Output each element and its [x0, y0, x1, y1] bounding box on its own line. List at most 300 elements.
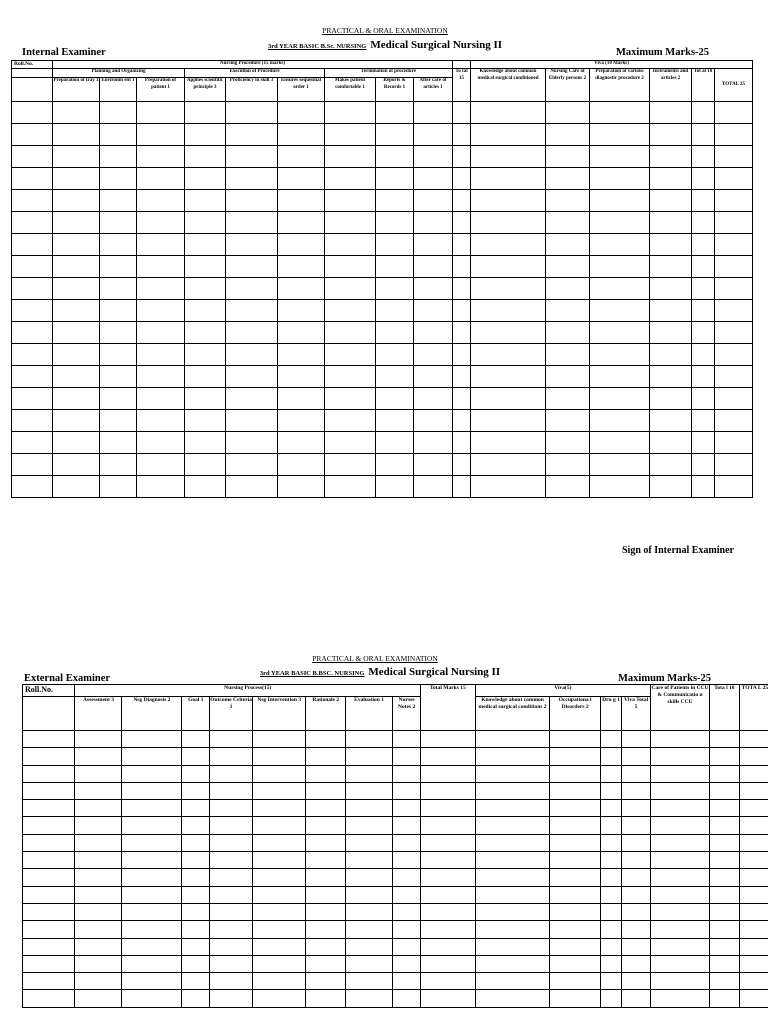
internal-table-cell[interactable] [137, 344, 185, 366]
external-table-cell[interactable] [622, 886, 651, 903]
internal-table-cell[interactable] [325, 388, 376, 410]
external-table-cell[interactable] [346, 869, 393, 886]
internal-table-cell[interactable] [692, 234, 715, 256]
external-table-cell[interactable] [550, 782, 600, 799]
internal-table-cell[interactable] [715, 432, 753, 454]
external-table-cell[interactable] [550, 834, 600, 851]
external-table-cell[interactable] [421, 938, 476, 955]
internal-table-cell[interactable] [226, 146, 278, 168]
internal-table-cell[interactable] [185, 278, 226, 300]
internal-table-cell[interactable] [376, 410, 414, 432]
external-table-cell[interactable] [75, 748, 122, 765]
internal-table-cell[interactable] [650, 168, 692, 190]
external-table-cell[interactable] [622, 748, 651, 765]
internal-table-cell[interactable] [53, 388, 100, 410]
internal-table-cell[interactable] [53, 102, 100, 124]
internal-table-cell[interactable] [53, 410, 100, 432]
external-table-cell[interactable] [622, 973, 651, 990]
internal-table-cell[interactable] [325, 322, 376, 344]
internal-table-cell[interactable] [414, 124, 453, 146]
external-table-cell[interactable] [210, 852, 253, 869]
external-table-cell[interactable] [622, 782, 651, 799]
external-table-cell[interactable] [182, 973, 210, 990]
external-table-cell[interactable] [651, 782, 710, 799]
external-table-cell[interactable] [393, 731, 421, 748]
internal-table-cell[interactable] [325, 366, 376, 388]
internal-table-cell[interactable] [715, 278, 753, 300]
external-table-cell[interactable] [393, 938, 421, 955]
external-table-cell[interactable] [75, 886, 122, 903]
internal-table-cell[interactable] [692, 146, 715, 168]
internal-table-cell[interactable] [471, 278, 546, 300]
internal-table-cell[interactable] [546, 234, 590, 256]
internal-table-cell[interactable] [226, 190, 278, 212]
internal-table-cell[interactable] [471, 124, 546, 146]
internal-table-cell[interactable] [414, 146, 453, 168]
external-table-cell[interactable] [346, 852, 393, 869]
internal-table-cell[interactable] [325, 278, 376, 300]
internal-table-cell[interactable] [100, 256, 137, 278]
external-table-cell[interactable] [739, 817, 768, 834]
external-table-cell[interactable] [651, 834, 710, 851]
internal-table-cell[interactable] [226, 168, 278, 190]
external-table-cell[interactable] [622, 834, 651, 851]
external-table-cell[interactable] [210, 800, 253, 817]
external-table-cell[interactable] [475, 921, 550, 938]
external-table-cell[interactable] [122, 886, 182, 903]
internal-table-cell[interactable] [376, 234, 414, 256]
internal-table-cell[interactable] [12, 278, 53, 300]
internal-table-cell[interactable] [278, 344, 325, 366]
external-table-cell[interactable] [210, 817, 253, 834]
internal-table-cell[interactable] [715, 168, 753, 190]
external-table-cell[interactable] [75, 955, 122, 972]
external-table-cell[interactable] [550, 817, 600, 834]
internal-table-cell[interactable] [226, 234, 278, 256]
internal-table-cell[interactable] [12, 366, 53, 388]
external-table-cell[interactable] [709, 782, 739, 799]
internal-table-cell[interactable] [546, 278, 590, 300]
internal-table-cell[interactable] [278, 212, 325, 234]
external-table-cell[interactable] [393, 800, 421, 817]
external-table-cell[interactable] [75, 869, 122, 886]
external-table-cell[interactable] [600, 955, 621, 972]
external-table-cell[interactable] [709, 765, 739, 782]
external-table-cell[interactable] [75, 990, 122, 1007]
external-table-cell[interactable] [75, 921, 122, 938]
internal-table-cell[interactable] [278, 410, 325, 432]
external-table-cell[interactable] [210, 973, 253, 990]
external-table-cell[interactable] [182, 852, 210, 869]
external-table-cell[interactable] [393, 852, 421, 869]
internal-table-cell[interactable] [226, 212, 278, 234]
external-table-cell[interactable] [306, 765, 346, 782]
external-table-cell[interactable] [182, 990, 210, 1007]
internal-table-cell[interactable] [185, 454, 226, 476]
internal-table-cell[interactable] [692, 432, 715, 454]
external-table-cell[interactable] [651, 973, 710, 990]
external-table-cell[interactable] [252, 903, 305, 920]
internal-table-cell[interactable] [12, 454, 53, 476]
internal-table-cell[interactable] [590, 278, 650, 300]
external-table-cell[interactable] [75, 765, 122, 782]
external-table-cell[interactable] [600, 938, 621, 955]
external-table-cell[interactable] [550, 921, 600, 938]
external-table-cell[interactable] [252, 731, 305, 748]
external-table-cell[interactable] [600, 765, 621, 782]
external-table-cell[interactable] [182, 782, 210, 799]
external-table-cell[interactable] [550, 973, 600, 990]
external-table-cell[interactable] [75, 973, 122, 990]
internal-table-cell[interactable] [325, 432, 376, 454]
internal-table-cell[interactable] [100, 388, 137, 410]
internal-table-cell[interactable] [53, 300, 100, 322]
external-table-cell[interactable] [306, 817, 346, 834]
internal-table-cell[interactable] [137, 432, 185, 454]
internal-table-cell[interactable] [471, 410, 546, 432]
internal-table-cell[interactable] [692, 256, 715, 278]
external-table-cell[interactable] [739, 973, 768, 990]
external-table-cell[interactable] [651, 938, 710, 955]
internal-table-cell[interactable] [414, 410, 453, 432]
internal-table-cell[interactable] [325, 212, 376, 234]
external-table-cell[interactable] [709, 938, 739, 955]
external-table-cell[interactable] [651, 817, 710, 834]
internal-table-cell[interactable] [471, 432, 546, 454]
external-table-cell[interactable] [306, 731, 346, 748]
internal-table-cell[interactable] [715, 256, 753, 278]
external-table-cell[interactable] [651, 869, 710, 886]
external-table-cell[interactable] [651, 765, 710, 782]
internal-table-cell[interactable] [226, 256, 278, 278]
external-table-cell[interactable] [393, 782, 421, 799]
external-table-cell[interactable] [550, 955, 600, 972]
internal-table-cell[interactable] [278, 256, 325, 278]
internal-table-cell[interactable] [137, 366, 185, 388]
internal-table-cell[interactable] [692, 102, 715, 124]
internal-table-cell[interactable] [715, 388, 753, 410]
external-table-cell[interactable] [306, 990, 346, 1007]
internal-table-cell[interactable] [376, 168, 414, 190]
external-table-cell[interactable] [252, 955, 305, 972]
external-table-cell[interactable] [346, 886, 393, 903]
internal-table-cell[interactable] [414, 344, 453, 366]
internal-table-cell[interactable] [414, 322, 453, 344]
internal-table-cell[interactable] [650, 212, 692, 234]
internal-table-cell[interactable] [185, 388, 226, 410]
internal-table-cell[interactable] [414, 256, 453, 278]
internal-table-cell[interactable] [278, 322, 325, 344]
external-table-cell[interactable] [210, 782, 253, 799]
external-table-cell[interactable] [346, 765, 393, 782]
internal-table-cell[interactable] [546, 476, 590, 498]
internal-table-cell[interactable] [376, 300, 414, 322]
internal-table-cell[interactable] [325, 344, 376, 366]
external-table-cell[interactable] [600, 748, 621, 765]
external-table-cell[interactable] [306, 800, 346, 817]
external-table-cell[interactable] [739, 955, 768, 972]
internal-table-cell[interactable] [137, 278, 185, 300]
external-table-cell[interactable] [122, 731, 182, 748]
internal-table-cell[interactable] [226, 322, 278, 344]
internal-table-cell[interactable] [325, 454, 376, 476]
external-table-cell[interactable] [393, 990, 421, 1007]
external-table-cell[interactable] [306, 921, 346, 938]
external-table-cell[interactable] [739, 869, 768, 886]
external-table-cell[interactable] [210, 921, 253, 938]
internal-table-cell[interactable] [650, 454, 692, 476]
internal-table-cell[interactable] [471, 454, 546, 476]
external-table-cell[interactable] [306, 852, 346, 869]
internal-table-cell[interactable] [650, 256, 692, 278]
external-table-cell[interactable] [475, 782, 550, 799]
external-table-cell[interactable] [306, 938, 346, 955]
external-table-cell[interactable] [346, 903, 393, 920]
internal-table-cell[interactable] [278, 300, 325, 322]
external-table-cell[interactable] [182, 731, 210, 748]
internal-table-cell[interactable] [325, 124, 376, 146]
internal-table-cell[interactable] [12, 146, 53, 168]
external-table-cell[interactable] [252, 782, 305, 799]
internal-table-cell[interactable] [226, 124, 278, 146]
internal-table-cell[interactable] [650, 322, 692, 344]
internal-table-cell[interactable] [376, 256, 414, 278]
external-table-cell[interactable] [739, 748, 768, 765]
internal-table-cell[interactable] [376, 344, 414, 366]
internal-table-cell[interactable] [453, 256, 471, 278]
internal-table-cell[interactable] [692, 190, 715, 212]
internal-table-cell[interactable] [325, 102, 376, 124]
internal-table-cell[interactable] [453, 234, 471, 256]
external-table-cell[interactable] [393, 834, 421, 851]
internal-table-cell[interactable] [100, 366, 137, 388]
external-table-cell[interactable] [709, 990, 739, 1007]
internal-table-cell[interactable] [590, 168, 650, 190]
internal-table-cell[interactable] [53, 168, 100, 190]
external-table-cell[interactable] [346, 800, 393, 817]
internal-table-cell[interactable] [414, 168, 453, 190]
external-table-cell[interactable] [600, 834, 621, 851]
external-table-cell[interactable] [182, 800, 210, 817]
internal-table-cell[interactable] [546, 366, 590, 388]
external-table-cell[interactable] [709, 731, 739, 748]
internal-table-cell[interactable] [278, 234, 325, 256]
internal-table-cell[interactable] [546, 256, 590, 278]
internal-table-cell[interactable] [278, 454, 325, 476]
internal-table-cell[interactable] [137, 234, 185, 256]
internal-table-cell[interactable] [715, 454, 753, 476]
external-table-cell[interactable] [651, 731, 710, 748]
external-table-cell[interactable] [122, 903, 182, 920]
external-table-cell[interactable] [122, 990, 182, 1007]
external-table-cell[interactable] [393, 921, 421, 938]
internal-table-cell[interactable] [471, 366, 546, 388]
internal-table-cell[interactable] [53, 234, 100, 256]
internal-table-cell[interactable] [100, 102, 137, 124]
internal-table-cell[interactable] [650, 366, 692, 388]
internal-table-cell[interactable] [226, 300, 278, 322]
internal-table-cell[interactable] [185, 322, 226, 344]
internal-table-cell[interactable] [226, 366, 278, 388]
internal-table-cell[interactable] [546, 168, 590, 190]
external-table-cell[interactable] [622, 955, 651, 972]
internal-table-cell[interactable] [715, 146, 753, 168]
external-table-cell[interactable] [182, 903, 210, 920]
internal-table-cell[interactable] [692, 454, 715, 476]
external-table-cell[interactable] [550, 938, 600, 955]
internal-table-cell[interactable] [325, 300, 376, 322]
external-table-cell[interactable] [475, 748, 550, 765]
internal-table-cell[interactable] [376, 124, 414, 146]
external-table-cell[interactable] [23, 921, 75, 938]
internal-table-cell[interactable] [12, 344, 53, 366]
external-table-cell[interactable] [475, 973, 550, 990]
internal-table-cell[interactable] [53, 212, 100, 234]
internal-table-cell[interactable] [100, 454, 137, 476]
internal-table-cell[interactable] [325, 256, 376, 278]
external-table-cell[interactable] [393, 955, 421, 972]
internal-table-cell[interactable] [715, 300, 753, 322]
external-table-cell[interactable] [709, 973, 739, 990]
internal-table-cell[interactable] [414, 102, 453, 124]
internal-table-cell[interactable] [692, 410, 715, 432]
internal-table-cell[interactable] [226, 476, 278, 498]
internal-table-cell[interactable] [137, 476, 185, 498]
internal-table-cell[interactable] [185, 124, 226, 146]
external-table-cell[interactable] [210, 990, 253, 1007]
internal-table-cell[interactable] [590, 124, 650, 146]
internal-table-cell[interactable] [715, 322, 753, 344]
external-table-cell[interactable] [182, 834, 210, 851]
internal-table-cell[interactable] [12, 124, 53, 146]
external-table-cell[interactable] [739, 782, 768, 799]
internal-table-cell[interactable] [471, 146, 546, 168]
internal-table-cell[interactable] [137, 168, 185, 190]
internal-table-cell[interactable] [692, 322, 715, 344]
external-table-cell[interactable] [122, 817, 182, 834]
external-table-cell[interactable] [421, 731, 476, 748]
internal-table-cell[interactable] [650, 146, 692, 168]
internal-table-cell[interactable] [590, 410, 650, 432]
external-table-cell[interactable] [210, 748, 253, 765]
internal-table-cell[interactable] [376, 278, 414, 300]
external-table-cell[interactable] [475, 869, 550, 886]
external-table-cell[interactable] [739, 886, 768, 903]
internal-table-cell[interactable] [226, 432, 278, 454]
external-table-cell[interactable] [651, 903, 710, 920]
external-table-cell[interactable] [252, 938, 305, 955]
external-table-cell[interactable] [122, 938, 182, 955]
internal-table-cell[interactable] [715, 366, 753, 388]
internal-table-cell[interactable] [471, 102, 546, 124]
internal-table-cell[interactable] [590, 366, 650, 388]
internal-table-cell[interactable] [137, 190, 185, 212]
internal-table-cell[interactable] [53, 344, 100, 366]
external-table-cell[interactable] [182, 748, 210, 765]
internal-table-cell[interactable] [226, 388, 278, 410]
internal-table-cell[interactable] [546, 124, 590, 146]
internal-table-cell[interactable] [137, 146, 185, 168]
internal-table-cell[interactable] [100, 146, 137, 168]
internal-table-cell[interactable] [650, 300, 692, 322]
external-table-cell[interactable] [709, 869, 739, 886]
internal-table-cell[interactable] [546, 388, 590, 410]
internal-table-cell[interactable] [100, 278, 137, 300]
external-table-cell[interactable] [346, 955, 393, 972]
internal-table-cell[interactable] [278, 388, 325, 410]
internal-table-cell[interactable] [12, 190, 53, 212]
external-table-cell[interactable] [739, 903, 768, 920]
internal-table-cell[interactable] [414, 212, 453, 234]
internal-table-cell[interactable] [12, 300, 53, 322]
internal-table-cell[interactable] [100, 190, 137, 212]
external-table-cell[interactable] [622, 817, 651, 834]
internal-table-cell[interactable] [185, 410, 226, 432]
internal-table-cell[interactable] [100, 344, 137, 366]
internal-table-cell[interactable] [650, 476, 692, 498]
external-table-cell[interactable] [252, 869, 305, 886]
external-table-cell[interactable] [306, 748, 346, 765]
external-table-cell[interactable] [709, 903, 739, 920]
external-table-cell[interactable] [651, 852, 710, 869]
internal-table-cell[interactable] [453, 366, 471, 388]
internal-table-cell[interactable] [414, 278, 453, 300]
internal-table-cell[interactable] [692, 278, 715, 300]
external-table-cell[interactable] [421, 765, 476, 782]
internal-table-cell[interactable] [137, 102, 185, 124]
internal-table-cell[interactable] [376, 212, 414, 234]
internal-table-cell[interactable] [546, 190, 590, 212]
external-table-cell[interactable] [622, 938, 651, 955]
external-table-cell[interactable] [475, 990, 550, 1007]
internal-table-cell[interactable] [376, 388, 414, 410]
internal-table-cell[interactable] [53, 454, 100, 476]
internal-table-cell[interactable] [650, 190, 692, 212]
internal-table-cell[interactable] [100, 124, 137, 146]
external-table-cell[interactable] [182, 886, 210, 903]
internal-table-cell[interactable] [12, 388, 53, 410]
internal-table-cell[interactable] [715, 344, 753, 366]
external-table-cell[interactable] [709, 852, 739, 869]
internal-table-cell[interactable] [453, 454, 471, 476]
internal-table-cell[interactable] [278, 190, 325, 212]
external-table-cell[interactable] [23, 955, 75, 972]
external-table-cell[interactable] [421, 921, 476, 938]
external-table-cell[interactable] [393, 886, 421, 903]
internal-table-cell[interactable] [376, 366, 414, 388]
internal-table-cell[interactable] [185, 366, 226, 388]
internal-table-cell[interactable] [414, 388, 453, 410]
external-table-cell[interactable] [651, 921, 710, 938]
external-table-cell[interactable] [622, 731, 651, 748]
internal-table-cell[interactable] [650, 278, 692, 300]
external-table-cell[interactable] [306, 869, 346, 886]
external-table-cell[interactable] [421, 782, 476, 799]
external-table-cell[interactable] [75, 800, 122, 817]
external-table-cell[interactable] [739, 765, 768, 782]
internal-table-cell[interactable] [414, 234, 453, 256]
internal-table-cell[interactable] [471, 234, 546, 256]
internal-table-cell[interactable] [376, 322, 414, 344]
internal-table-cell[interactable] [590, 256, 650, 278]
internal-table-cell[interactable] [471, 190, 546, 212]
internal-table-cell[interactable] [715, 102, 753, 124]
internal-table-cell[interactable] [137, 300, 185, 322]
external-table-cell[interactable] [23, 765, 75, 782]
external-table-cell[interactable] [421, 973, 476, 990]
external-table-cell[interactable] [346, 731, 393, 748]
internal-table-cell[interactable] [692, 300, 715, 322]
